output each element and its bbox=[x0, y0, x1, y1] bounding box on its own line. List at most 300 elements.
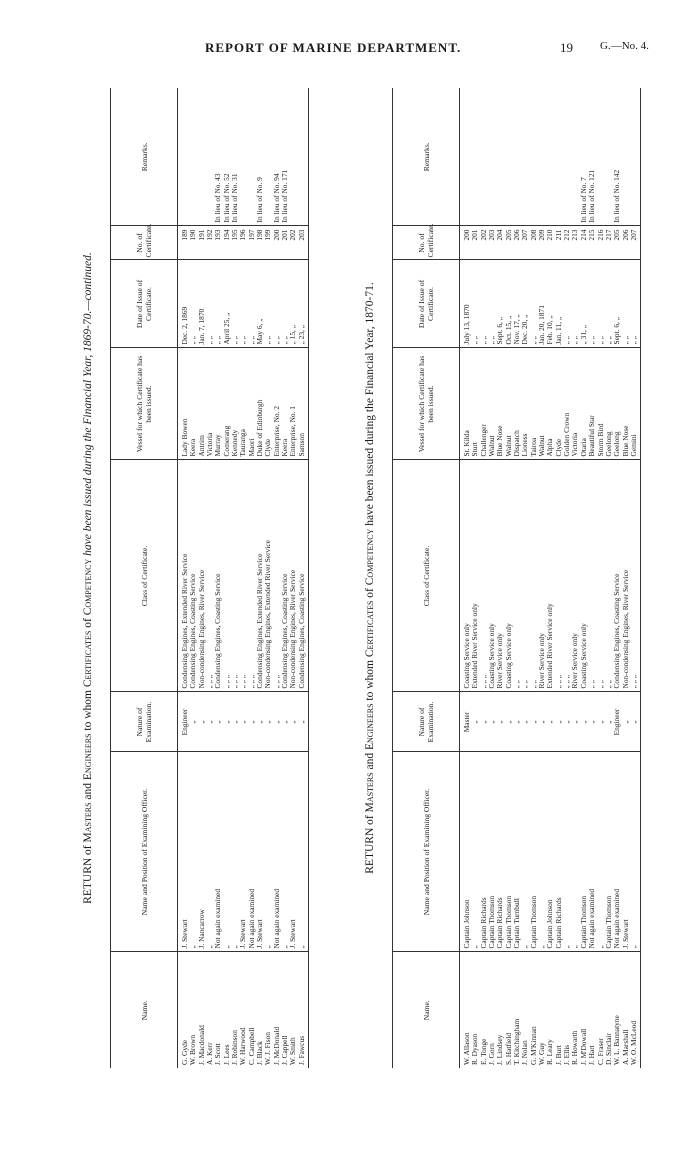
name-cell: G. Gyde bbox=[178, 952, 190, 1068]
officer-cell: Captain Thomson bbox=[488, 752, 496, 952]
table-row bbox=[630, 88, 641, 1068]
officer-cell: Not again examined bbox=[273, 752, 281, 952]
column-header: No. of Certificate. bbox=[111, 226, 178, 260]
date-cell: Feb. 10, „ bbox=[546, 260, 554, 348]
certificate-number-cell: 206 bbox=[622, 226, 630, 260]
class-cell: Non-condensing Engines, River Service bbox=[622, 460, 630, 692]
officer-cell: „ bbox=[298, 752, 309, 952]
nature-cell: „ bbox=[580, 692, 588, 752]
remarks-cell bbox=[530, 88, 538, 226]
officer-cell: „ bbox=[223, 752, 231, 952]
class-cell: „ „ bbox=[597, 460, 605, 692]
vessel-cell: Duke of Edinburgh bbox=[256, 348, 264, 460]
officer-cell: Captain Richards bbox=[480, 752, 488, 952]
name-cell: R. Leary bbox=[546, 952, 554, 1068]
class-cell: Condensing Engines, Coasting Service bbox=[298, 460, 309, 692]
certificate-number-cell: 211 bbox=[555, 226, 563, 260]
nature-cell: „ bbox=[189, 692, 197, 752]
name-cell: J. Gorn bbox=[488, 952, 496, 1068]
remarks-cell: In lieu of No. 142 bbox=[612, 169, 622, 223]
certificate-number-cell: 193 bbox=[214, 226, 222, 260]
certificate-number-cell: 201 bbox=[281, 226, 289, 260]
certificate-number-cell: 212 bbox=[563, 226, 571, 260]
certificate-number-cell: 200 bbox=[273, 226, 281, 260]
date-cell: „ „ bbox=[189, 260, 197, 348]
vessel-cell: Walnut bbox=[488, 348, 496, 460]
vessel-cell: Blue Nose bbox=[622, 348, 630, 460]
class-cell: „ „ „ bbox=[480, 460, 488, 692]
officer-cell: Not again examined bbox=[588, 752, 596, 952]
remarks-cell bbox=[480, 88, 488, 226]
officer-cell: „ bbox=[231, 752, 239, 952]
paper-reference: G.—No. 4. bbox=[600, 40, 649, 52]
date-cell: „ „ bbox=[248, 260, 256, 348]
name-cell: J. Nolan bbox=[521, 952, 529, 1068]
class-cell: Condensing Engines, Extended River Service bbox=[178, 460, 190, 692]
date-cell: „ „ bbox=[264, 260, 272, 348]
date-cell: „ „ bbox=[605, 260, 613, 348]
certificate-number-cell: 214 bbox=[580, 226, 588, 260]
vessel-cell: Clyde bbox=[555, 348, 563, 460]
certificate-number-cell: 207 bbox=[521, 226, 529, 260]
class-cell: Non-condensing Engines, Extended River Service bbox=[264, 460, 272, 692]
name-cell: J. Fawcus bbox=[298, 952, 309, 1068]
certificate-number-cell: 194 bbox=[223, 226, 231, 260]
page-header bbox=[0, 38, 700, 62]
remarks-cell bbox=[289, 88, 297, 226]
class-cell: „ „ „ bbox=[273, 460, 281, 692]
certificate-number-cell: 202 bbox=[289, 226, 297, 260]
nature-cell: „ bbox=[546, 692, 554, 752]
date-cell: „ 31, „ bbox=[580, 260, 588, 348]
name-cell: S. Hatfield bbox=[505, 952, 513, 1068]
nature-cell: „ bbox=[289, 692, 297, 752]
nature-cell: „ bbox=[597, 692, 605, 752]
remarks-cell bbox=[239, 88, 247, 226]
class-cell: Coasting Service only bbox=[460, 460, 472, 692]
class-cell: „ „ bbox=[530, 460, 538, 692]
date-cell: „ „ bbox=[563, 260, 571, 348]
page-number: 19 bbox=[560, 40, 573, 55]
nature-cell: „ bbox=[622, 692, 630, 752]
certificate-number-cell: 191 bbox=[198, 226, 206, 260]
date-cell: Jan. 11, „ bbox=[555, 260, 563, 348]
column-header: Vessel for which Certificate has been issued. bbox=[393, 348, 460, 460]
table-row bbox=[298, 88, 309, 1068]
date-cell: „ „ bbox=[622, 260, 630, 348]
name-cell: G. M'Kinnan bbox=[530, 952, 538, 1068]
name-cell: R. Dyason bbox=[471, 952, 479, 1068]
vessel-cell: Tairoa bbox=[530, 348, 538, 460]
date-cell: „ 23, „ bbox=[298, 260, 309, 348]
date-cell: „ „ bbox=[273, 260, 281, 348]
nature-cell: „ bbox=[248, 692, 256, 752]
nature-cell: „ bbox=[496, 692, 504, 752]
officer-cell: J. Stewart bbox=[622, 752, 630, 952]
nature-cell: „ bbox=[521, 692, 529, 752]
nature-cell: „ bbox=[264, 692, 272, 752]
certificate-number-cell: 213 bbox=[571, 226, 579, 260]
column-header: Name. bbox=[393, 952, 460, 1068]
nature-cell: Master bbox=[460, 692, 472, 752]
name-cell: R. Howarth bbox=[571, 952, 579, 1068]
certificate-number-cell: 189 bbox=[178, 226, 190, 260]
date-cell: „ „ bbox=[488, 260, 496, 348]
class-cell: „ „ „ bbox=[206, 460, 214, 692]
name-cell: A. Marshall bbox=[622, 952, 630, 1068]
nature-cell: Engineer bbox=[178, 692, 190, 752]
officer-cell: „ bbox=[630, 752, 641, 952]
vessel-cell: Lady Bowen bbox=[178, 348, 190, 460]
name-cell: J. M'Dowall bbox=[580, 952, 588, 1068]
vessel-cell: Otaria bbox=[580, 348, 588, 460]
officer-cell: „ bbox=[206, 752, 214, 952]
certificate-number-cell: 201 bbox=[471, 226, 479, 260]
vessel-cell: Victoria bbox=[206, 348, 214, 460]
remarks-cell bbox=[189, 88, 197, 226]
remarks-cell bbox=[521, 88, 529, 226]
class-cell: „ „ „ bbox=[223, 460, 231, 692]
nature-cell: „ bbox=[505, 692, 513, 752]
name-cell: W. Allason bbox=[460, 952, 472, 1068]
vessel-cell: Sturt bbox=[471, 348, 479, 460]
date-cell: „ „ bbox=[530, 260, 538, 348]
vessel-cell: Antrim bbox=[198, 348, 206, 460]
officer-cell: J. Stewart bbox=[256, 752, 264, 952]
nature-cell: „ bbox=[214, 692, 222, 752]
class-cell: River Service only bbox=[538, 460, 546, 692]
column-header: Name and Position of Examining Officer. bbox=[393, 752, 460, 952]
class-cell: „ „ bbox=[513, 460, 521, 692]
date-cell: April 25, „ bbox=[223, 260, 231, 348]
name-cell: W. Brown bbox=[189, 952, 197, 1068]
class-cell: „ „ „ bbox=[239, 460, 247, 692]
class-cell: Condensing Engines, Coasting Service bbox=[613, 460, 621, 692]
certificate-number-cell: 199 bbox=[264, 226, 272, 260]
certificates-table-1870-71 bbox=[392, 88, 641, 1068]
class-cell: Coasting Service only bbox=[505, 460, 513, 692]
date-cell: Jan. 20, 1871 bbox=[538, 260, 546, 348]
certificate-number-cell: 203 bbox=[298, 226, 309, 260]
column-header: Date of Issue of Certificate. bbox=[111, 260, 178, 348]
remarks-cell: In lieu of No. 9 bbox=[255, 177, 265, 223]
section1-title: RETURN of Masters and Engineers to whom Certificates of Competency have been issued during the Financial Year, 1869-70.—continued. bbox=[82, 252, 94, 904]
class-cell: „ „ „ bbox=[555, 460, 563, 692]
nature-cell: „ bbox=[630, 692, 641, 752]
column-header: Date of Issue of Certificate. bbox=[393, 260, 460, 348]
remarks-cell: In lieu of No. 171 bbox=[280, 169, 290, 223]
date-cell: Dec. 20, „ bbox=[521, 260, 529, 348]
certificate-number-cell: 206 bbox=[513, 226, 521, 260]
nature-cell: „ bbox=[471, 692, 479, 752]
column-header: Name. bbox=[111, 952, 178, 1068]
certificate-number-cell: 196 bbox=[239, 226, 247, 260]
vessel-cell: Alpha bbox=[546, 348, 554, 460]
certificate-number-cell: 195 bbox=[231, 226, 239, 260]
certificate-number-cell: 207 bbox=[630, 226, 641, 260]
vessel-cell: Walnut bbox=[505, 348, 513, 460]
section2-title: RETURN of Masters and Engineers to whom Certificates of Competency have been issued during the Financial Year, 1870-71. bbox=[364, 282, 376, 874]
vessel-cell: Clyde bbox=[264, 348, 272, 460]
officer-cell: J. Stewart bbox=[239, 752, 247, 952]
remarks-cell bbox=[460, 88, 472, 226]
date-cell: May 6, „ bbox=[256, 260, 264, 348]
name-cell: W. J. Fison bbox=[264, 952, 272, 1068]
name-cell: C. Campbell bbox=[248, 952, 256, 1068]
certificates-table-1869-70 bbox=[110, 88, 309, 1068]
class-cell: „ „ „ bbox=[231, 460, 239, 692]
nature-cell: „ bbox=[273, 692, 281, 752]
date-cell: „ „ bbox=[471, 260, 479, 348]
column-header: Remarks. bbox=[111, 88, 178, 226]
column-header: Vessel for which Certificate has been issued. bbox=[111, 348, 178, 460]
class-cell: Condensing Engines, Coasting Service bbox=[281, 460, 289, 692]
nature-cell: „ bbox=[555, 692, 563, 752]
vessel-cell: Dispatch bbox=[513, 348, 521, 460]
vessel-cell: Golden Crown bbox=[563, 348, 571, 460]
vessel-cell: Murray bbox=[214, 348, 222, 460]
date-cell: „ „ bbox=[214, 260, 222, 348]
officer-cell: „ bbox=[538, 752, 546, 952]
officer-cell: Captain Richards bbox=[496, 752, 504, 952]
officer-cell: Captain Thomson bbox=[505, 752, 513, 952]
remarks-cell bbox=[298, 88, 309, 226]
remarks-cell bbox=[496, 88, 504, 226]
nature-cell: „ bbox=[513, 692, 521, 752]
class-cell: „ „ „ bbox=[630, 460, 641, 692]
name-cell: C. Fraser bbox=[597, 952, 605, 1068]
name-cell: J. Ellis bbox=[563, 952, 571, 1068]
officer-cell: „ bbox=[521, 752, 529, 952]
vessel-cell: Walnut bbox=[538, 348, 546, 460]
class-cell: „ „ bbox=[588, 460, 596, 692]
name-cell: W. L. Bannatyne bbox=[613, 952, 621, 1068]
officer-cell: Captain Johnson bbox=[460, 752, 472, 952]
date-cell: „ „ bbox=[571, 260, 579, 348]
name-cell: J. Macdonald bbox=[198, 952, 206, 1068]
date-cell: „ „ bbox=[480, 260, 488, 348]
nature-cell: „ bbox=[256, 692, 264, 752]
class-cell: „ „ „ bbox=[563, 460, 571, 692]
class-cell: Condensing Engines, Coasting Service bbox=[214, 460, 222, 692]
remarks-cell bbox=[505, 88, 513, 226]
class-cell: „ „ bbox=[605, 460, 613, 692]
officer-cell: Captain Thomson bbox=[605, 752, 613, 952]
class-cell: Condensing Engines, Coasting Service bbox=[189, 460, 197, 692]
officer-cell: J. Stewart bbox=[178, 752, 190, 952]
name-cell: A. Kerr bbox=[206, 952, 214, 1068]
vessel-cell: Geelong bbox=[613, 348, 621, 460]
class-cell: „ „ bbox=[521, 460, 529, 692]
name-cell: J. Black bbox=[256, 952, 264, 1068]
vessel-cell: Challenger bbox=[480, 348, 488, 460]
class-cell: River Service only bbox=[571, 460, 579, 692]
class-cell: River Service only bbox=[496, 460, 504, 692]
name-cell: W. Smith bbox=[289, 952, 297, 1068]
class-cell: Extended River Service only bbox=[471, 460, 479, 692]
vessel-cell: Storm Bird bbox=[597, 348, 605, 460]
remarks-cell bbox=[538, 88, 546, 226]
vessel-cell: Keera bbox=[281, 348, 289, 460]
vessel-cell: Keera bbox=[189, 348, 197, 460]
remarks-cell bbox=[471, 88, 479, 226]
class-cell: Non-condensing Engines, River Service bbox=[198, 460, 206, 692]
certificate-number-cell: 205 bbox=[613, 226, 621, 260]
certificate-number-cell: 204 bbox=[496, 226, 504, 260]
remarks-cell bbox=[630, 88, 641, 226]
officer-cell: „ bbox=[571, 752, 579, 952]
officer-cell: Not again examined bbox=[214, 752, 222, 952]
nature-cell: „ bbox=[530, 692, 538, 752]
vessel-cell: Samson bbox=[298, 348, 309, 460]
name-cell: W. Harwood bbox=[239, 952, 247, 1068]
date-cell: „ „ bbox=[239, 260, 247, 348]
vessel-cell: Comerang bbox=[223, 348, 231, 460]
date-cell: „ 15, „ bbox=[289, 260, 297, 348]
nature-cell: „ bbox=[480, 692, 488, 752]
name-cell: J. Hart bbox=[588, 952, 596, 1068]
date-cell: „ „ bbox=[597, 260, 605, 348]
date-cell: „ „ bbox=[206, 260, 214, 348]
nature-cell: „ bbox=[223, 692, 231, 752]
remarks-cell: In lieu of No. 7 bbox=[578, 177, 588, 223]
remarks-cell bbox=[513, 88, 521, 226]
column-header: Remarks. bbox=[393, 88, 460, 226]
certificate-number-cell: 197 bbox=[248, 226, 256, 260]
class-cell: Coasting Service only bbox=[488, 460, 496, 692]
vessel-cell: Maori bbox=[248, 348, 256, 460]
officer-cell: Captain Thomson bbox=[530, 752, 538, 952]
date-cell: Sept. 6, „ bbox=[496, 260, 504, 348]
date-cell: „ „ bbox=[231, 260, 239, 348]
nature-cell: „ bbox=[281, 692, 289, 752]
nature-cell: Engineer bbox=[613, 692, 621, 752]
name-cell: W. O. McLeod bbox=[630, 952, 641, 1068]
officer-cell: J. Stewart bbox=[289, 752, 297, 952]
certificate-number-cell: 210 bbox=[546, 226, 554, 260]
nature-cell: „ bbox=[298, 692, 309, 752]
vessel-cell: Geelong bbox=[605, 348, 613, 460]
report-title: REPORT OF MARINE DEPARTMENT. bbox=[205, 40, 462, 55]
nature-cell: „ bbox=[231, 692, 239, 752]
date-cell: July 13, 1870 bbox=[460, 260, 472, 348]
officer-cell: Captain Johnson bbox=[546, 752, 554, 952]
certificate-number-cell: 215 bbox=[588, 226, 596, 260]
class-cell: „ „ „ bbox=[248, 460, 256, 692]
remarks-cell bbox=[178, 88, 190, 226]
name-cell: J. Robinson bbox=[231, 952, 239, 1068]
name-cell: J. Lees bbox=[223, 952, 231, 1068]
column-header: Class of Certificate. bbox=[111, 460, 178, 692]
certificate-number-cell: 192 bbox=[206, 226, 214, 260]
officer-cell: „ bbox=[471, 752, 479, 952]
date-cell: Nov. 17, „ bbox=[513, 260, 521, 348]
nature-cell: „ bbox=[605, 692, 613, 752]
officer-cell: Captain Thomson bbox=[580, 752, 588, 952]
nature-cell: „ bbox=[571, 692, 579, 752]
certificate-number-cell: 202 bbox=[480, 226, 488, 260]
vessel-cell: Kennedy bbox=[231, 348, 239, 460]
nature-cell: „ bbox=[488, 692, 496, 752]
certificate-number-cell: 209 bbox=[538, 226, 546, 260]
remarks-cell: In lieu of No. 121 bbox=[587, 169, 597, 223]
certificate-number-cell: 198 bbox=[256, 226, 264, 260]
class-cell: Non-condensing Engines, River Service bbox=[289, 460, 297, 692]
remarks-cell bbox=[198, 88, 206, 226]
class-cell: Coasting Service only bbox=[580, 460, 588, 692]
remarks-cell bbox=[563, 88, 571, 226]
nature-cell: „ bbox=[206, 692, 214, 752]
name-cell: J. Cappell bbox=[281, 952, 289, 1068]
remarks-cell: In lieu of No. 52 bbox=[221, 173, 231, 223]
officer-cell: „ bbox=[563, 752, 571, 952]
vessel-cell: Tauranga bbox=[239, 348, 247, 460]
nature-cell: „ bbox=[239, 692, 247, 752]
officer-cell: „ bbox=[264, 752, 272, 952]
nature-cell: „ bbox=[588, 692, 596, 752]
certificate-number-cell: 205 bbox=[505, 226, 513, 260]
vessel-cell: St. Kilda bbox=[460, 348, 472, 460]
name-cell: E. Tonge bbox=[480, 952, 488, 1068]
certificate-number-cell: 208 bbox=[530, 226, 538, 260]
vessel-cell: Gemini bbox=[630, 348, 641, 460]
date-cell: „ „ bbox=[630, 260, 641, 348]
rotated-content bbox=[30, 88, 650, 1068]
remarks-cell: In lieu of No. 31 bbox=[230, 173, 240, 223]
vessel-cell: Enterprise, No. 2 bbox=[273, 348, 281, 460]
remarks-cell bbox=[597, 88, 605, 226]
officer-cell: „ bbox=[597, 752, 605, 952]
date-cell: Jan. 7, 1870 bbox=[198, 260, 206, 348]
remarks-cell bbox=[488, 88, 496, 226]
officer-cell: „ bbox=[281, 752, 289, 952]
name-cell: J. McDonald bbox=[273, 952, 281, 1068]
column-header: Name and Position of Examining Officer. bbox=[111, 752, 178, 952]
certificate-number-cell: 216 bbox=[597, 226, 605, 260]
remarks-cell bbox=[622, 88, 630, 226]
date-cell: Oct. 15, „ bbox=[505, 260, 513, 348]
remarks-cell bbox=[546, 88, 554, 226]
vessel-cell: Enterprise, No. 1 bbox=[289, 348, 297, 460]
vessel-cell: Blue Nose bbox=[496, 348, 504, 460]
certificate-number-cell: 217 bbox=[605, 226, 613, 260]
vessel-cell: Beautiful Star bbox=[588, 348, 596, 460]
nature-cell: „ bbox=[198, 692, 206, 752]
officer-cell: „ bbox=[189, 752, 197, 952]
name-cell: J. Scott bbox=[214, 952, 222, 1068]
column-header: Class of Certificate. bbox=[393, 460, 460, 692]
vessel-cell: Victoria bbox=[571, 348, 579, 460]
certificate-number-cell: 190 bbox=[189, 226, 197, 260]
remarks-cell: In lieu of No. 43 bbox=[213, 173, 223, 223]
class-cell: Extended River Service only bbox=[546, 460, 554, 692]
name-cell: J. Burt bbox=[555, 952, 563, 1068]
officer-cell: Not again examined bbox=[613, 752, 621, 952]
name-cell: D. Sinclair bbox=[605, 952, 613, 1068]
date-cell: Sept. 6, „ bbox=[613, 260, 621, 348]
vessel-cell: Lioness bbox=[521, 348, 529, 460]
date-cell: „ „ bbox=[281, 260, 289, 348]
date-cell: „ „ bbox=[588, 260, 596, 348]
remarks-cell bbox=[555, 88, 563, 226]
column-header: Nature of Examination. bbox=[393, 692, 460, 752]
officer-cell: Captain Turnbull bbox=[513, 752, 521, 952]
officer-cell: Not again examined bbox=[248, 752, 256, 952]
officer-cell: J. Nancarrow bbox=[198, 752, 206, 952]
certificate-number-cell: 203 bbox=[488, 226, 496, 260]
class-cell: Condensing Engines, Extended River Service bbox=[256, 460, 264, 692]
certificate-number-cell: 200 bbox=[460, 226, 472, 260]
